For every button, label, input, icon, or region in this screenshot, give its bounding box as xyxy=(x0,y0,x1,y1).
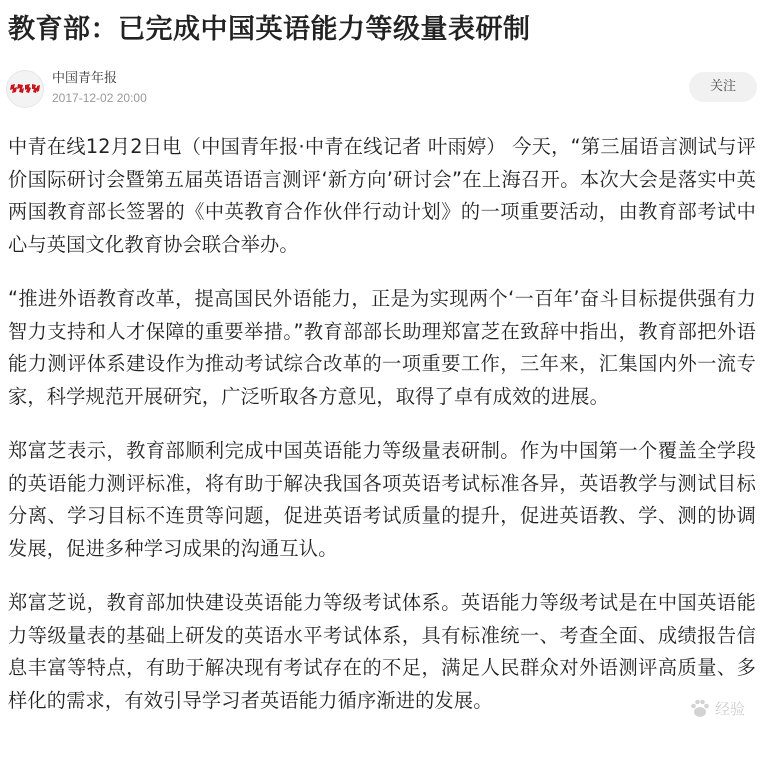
article-paragraph: 郑富芝表示，教育部顺利完成中国英语能力等级量表研制。作为中国第一个覆盖全学段的英语能力测评标准，将有助于解决我国各项英语考试标准各异，英语教学与测试目标分离、学习目标不连贯等问题，促进英语考试质量的提升，促进英语教、学、测的协调发展，促进多种学习成果的沟通互认。 xyxy=(8,439,756,560)
article-meta xyxy=(6,68,757,110)
article-title: 教育部：已完成中国英语能力等级量表研制 xyxy=(8,14,531,45)
source-avatar[interactable] xyxy=(6,70,44,108)
source-name[interactable]: 中国青年报 xyxy=(52,71,118,86)
newspaper-logo-icon xyxy=(9,82,41,96)
follow-button[interactable]: 关注 xyxy=(689,72,757,102)
article-paragraph: 郑富芝说，教育部加快建设英语能力等级考试体系。英语能力等级考试是在中国英语能力等级量表的基础上研发的英语水平考试体系，具有标准统一、考查全面、成绩报告信息丰富等特点，有助于解决现有考试存在的不足，满足人民群众对外语测评高质量、多样化的需求，有效引导学习者英语能力循序渐进的发展。 xyxy=(8,591,756,712)
article-body xyxy=(8,131,756,739)
article-paragraph: “推进外语教育改革，提高国民外语能力，正是为实现两个‘一百年’奋斗目标提供强有力智力支持和人才保障的重要举措。”教育部部长助理郑富芝在致辞中指出，教育部把外语能力测评体系建设作为推动考试综合改革的一项重要工作，三年来，汇集国内外一流专家，科学规范开展研究，广泛听取各方意见，取得了卓有成效的进展。 xyxy=(8,287,756,408)
article-paragraph: 中青在线12月2日电（中国青年报·中青在线记者 叶雨婷） 今天，“第三届语言测试与评价国际研讨会暨第五届英语语言测评‘新方向’研讨会”在上海召开。本次大会是落实中英两国教育部长签署的《中英教育合作伙伴行动计划》的一项重要活动，由教育部考试中心与英国文化教育协会联合举办。 xyxy=(8,135,756,256)
publish-time: 2017-12-02 20:00 xyxy=(52,91,147,105)
watermark-label: 经验 xyxy=(714,700,745,718)
